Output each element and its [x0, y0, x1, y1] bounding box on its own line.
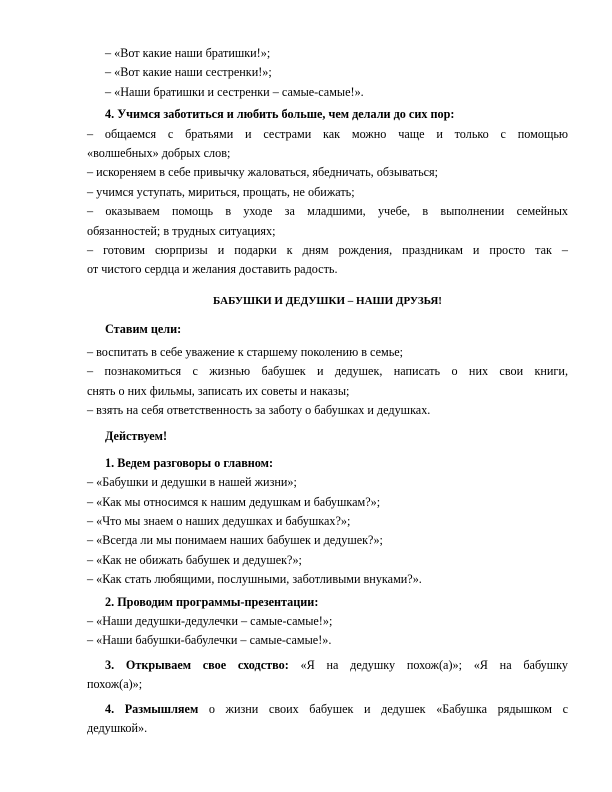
- list-item: – учимся уступать, мириться, прощать, не обижать;: [87, 184, 355, 199]
- step4-continuation: дедушкой».: [87, 721, 148, 735]
- step2-heading: 2. Проводим программы-презентации:: [105, 594, 319, 609]
- step3-text: «Я на дедушку похож(а)»; «Я на бабушку: [288, 657, 568, 672]
- list-item: – «Что мы знаем о наших дедушках и бабушках?»;: [87, 513, 351, 528]
- step4-bold: 4. Размышляем: [105, 701, 199, 716]
- goals-heading: Ставим цели:: [105, 322, 182, 337]
- list-item: – воспитать в себе уважение к старшему поколению в семье;: [87, 344, 404, 359]
- step3-continuation: похож(а)»;: [87, 677, 143, 692]
- list-item: – «Как не обижать бабушек и дедушек?»;: [87, 552, 302, 567]
- step3-paragraph: [105, 656, 568, 675]
- list-item: – искореняем в себе привычку жаловаться, ябедничать, обзываться;: [87, 165, 439, 180]
- list-item-continuation: от чистого сердца и желания доставить радость.: [87, 262, 338, 277]
- list-item: – познакомиться с жизнью бабушек и дедушек, написать о них свои книги,: [87, 364, 568, 379]
- list-item: – «Вот какие наши братишки!»;: [105, 46, 271, 60]
- section-title: БАБУШКИ И ДЕДУШКИ – НАШИ ДРУЗЬЯ!: [213, 294, 442, 307]
- list-item: – «Наши дедушки-дедулечки – самые-самые!»;: [87, 613, 333, 628]
- act-heading: Действуем!: [105, 429, 168, 444]
- list-item: – «Наши бабушки-бабулечки – самые-самые!».: [87, 633, 332, 648]
- list-item: – взять на себя ответственность за заботу о бабушках и дедушках.: [87, 402, 431, 417]
- step1-heading: 1. Ведем разговоры о главном:: [105, 455, 274, 470]
- list-item: – «Бабушки и дедушки в нашей жизни»;: [87, 475, 297, 490]
- list-item: – общаемся с братьями и сестрами как можно чаще и только с помощью: [87, 126, 568, 141]
- list-item-continuation: снять о них фильмы, записать их советы и наказы;: [87, 383, 350, 398]
- list-item-continuation: обязанностей; в трудных ситуациях;: [87, 223, 276, 238]
- list-item: – «Как мы относимся к нашим дедушкам и бабушкам?»;: [87, 494, 381, 509]
- list-item: – «Всегда ли мы понимаем наших бабушек и дедушек?»;: [87, 533, 383, 548]
- list-item: – «Вот какие наши сестренки!»;: [105, 65, 272, 80]
- document-page: [87, 44, 568, 738]
- list-item-continuation: «волшебных» добрых слов;: [87, 146, 231, 161]
- section-heading: 4. Учимся заботиться и любить больше, чем делали до сих пор:: [105, 107, 455, 122]
- step4-paragraph: [105, 700, 568, 719]
- list-item: – «Как стать любящими, послушными, заботливыми внуками?».: [87, 572, 422, 587]
- step3-bold: 3. Открываем свое сходство:: [105, 657, 289, 672]
- step4-text: о жизни своих бабушек и дедушек «Бабушка рядышком с: [198, 701, 568, 716]
- list-item: – оказываем помощь в уходе за младшими, учебе, в выполнении семейных: [87, 204, 568, 219]
- list-item: – готовим сюрпризы и подарки к дням рождения, праздникам и просто так –: [87, 243, 568, 258]
- list-item: – «Наши братишки и сестренки – самые-самые!».: [105, 84, 364, 99]
